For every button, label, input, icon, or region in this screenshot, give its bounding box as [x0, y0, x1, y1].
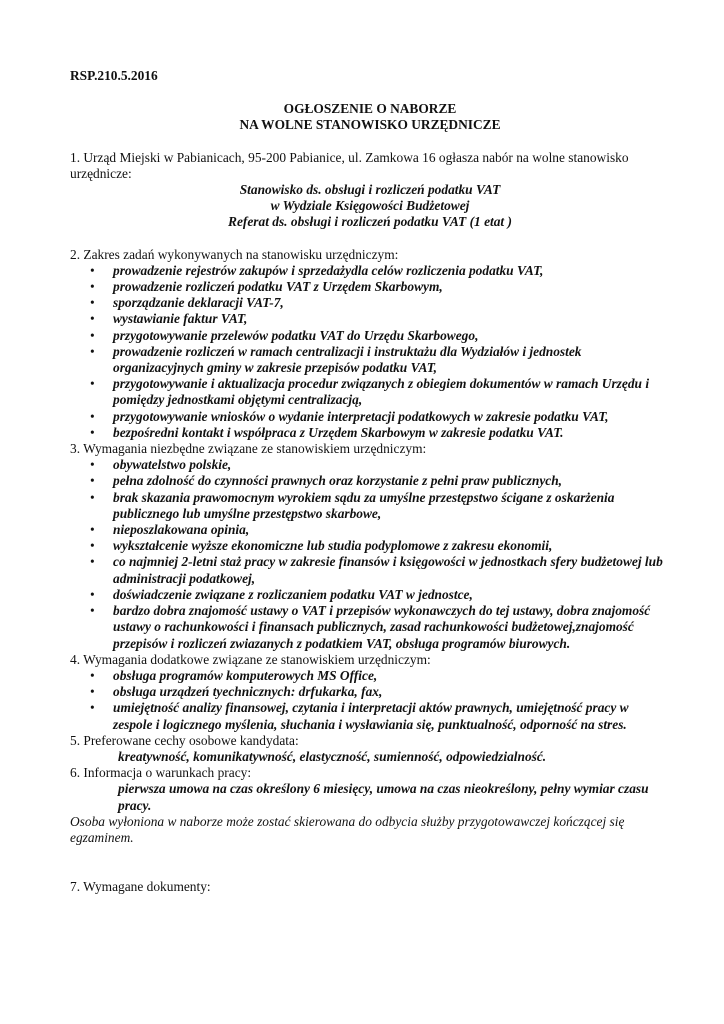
- section-6-heading: 6. Informacja o warunkach pracy:: [70, 765, 252, 781]
- list-item: • umiejętność analizy finansowej, czytania i interpretacji aktów prawnych, umiejętność pracy w zespole i logicznego myślenia, słuchania i wysławiania się, punktualność, odporność na stres.: [70, 700, 670, 732]
- list-item: • przygotowywanie przelewów podatku VAT do Urzędu Skarbowego,: [70, 328, 670, 344]
- section-1-text: 1. Urząd Miejski w Pabianicach, 95-200 Pabianice, ul. Zamkowa 16 ogłasza nabór na wolne stanowisko urzędnicze:: [70, 149, 629, 181]
- section-2-heading: 2. Zakres zadań wykonywanych na stanowisku urzędniczym:: [70, 246, 399, 262]
- list-item: • obywatelstwo polskie,: [70, 457, 670, 473]
- section-3-list: [70, 457, 670, 651]
- announcement-document: [70, 68, 670, 895]
- section-4-list: [70, 668, 670, 733]
- section-3-heading: 3. Wymagania niezbędne związane ze stanowiskiem urzędniczym:: [70, 441, 427, 457]
- section-6-text: pierwsza umowa na czas określony 6 miesięcy, umowa na czas nieokreślony, pełny wymiar czasu pracy.: [118, 781, 649, 813]
- list-item: • bardzo dobra znajomość ustawy o VAT i przepisów wykonawczych do tej ustawy, dobra znajomość ustawy o rachunkowości i finansach publicznych, zasad rachunkowości budżetowej,znajomość przepisów i rozliczeń zwiazanych z podatkiem VAT, obsługa programów biurowych.: [70, 603, 670, 652]
- section-5-text: kreatywność, komunikatywność, elastyczność, sumienność, odpowiedzialność.: [118, 748, 547, 764]
- title-line-1: OGŁOSZENIE O NABORZE: [283, 101, 457, 117]
- reference-number: RSP.210.5.2016: [70, 68, 158, 83]
- list-item: • nieposzlakowana opinia,: [70, 522, 670, 538]
- list-item: • doświadczenie związane z rozliczaniem podatku VAT w jednostce,: [70, 587, 670, 603]
- list-item: • prowadzenie rozliczeń podatku VAT z Urzędem Skarbowym,: [70, 279, 670, 295]
- list-item: • obsługa urządzeń tyechnicznych: drfukarka, fax,: [70, 684, 670, 700]
- list-item: • obsługa programów komputerowych MS Office,: [70, 668, 670, 684]
- list-item: • co najmniej 2-letni staż pracy w zakresie finansów i księgowości w jednostkach sfery budżetowej lub administracji podatkowej,: [70, 554, 670, 586]
- position-department: w Wydziale Księgowości Budżetowej: [270, 198, 470, 214]
- section-4-heading: 4. Wymagania dodatkowe związane ze stanowiskiem urzędniczym:: [70, 651, 431, 667]
- list-item: • przygotowywanie wniosków o wydanie interpretacji podatkowych w zakresie podatku VAT,: [70, 409, 670, 425]
- list-item: • bezpośredni kontakt i współpraca z Urzędem Skarbowym w zakresie podatku VAT.: [70, 425, 670, 441]
- list-item: • sporządzanie deklaracji VAT-7,: [70, 295, 670, 311]
- list-item: • wykształcenie wyższe ekonomiczne lub studia podyplomowe z zakresu ekonomii,: [70, 538, 670, 554]
- position-name: Stanowisko ds. obsługi i rozliczeń podatku VAT: [239, 182, 501, 198]
- list-item: • brak skazania prawomocnym wyrokiem sądu za umyślne przestępstwo ścigane z oskarżenia publicznego lub umyślne przestępstwo skarbowe,: [70, 490, 670, 522]
- section-5-heading: 5. Preferowane cechy osobowe kandydata:: [70, 732, 299, 748]
- section-7-heading: 7. Wymagane dokumenty:: [70, 879, 211, 895]
- list-item: • prowadzenie rozliczeń w ramach centralizacji i instruktażu dla Wydziałów i jednostek organizacyjnych gminy w zakresie przepisów podatku VAT,: [70, 344, 670, 376]
- list-item: • wystawianie faktur VAT,: [70, 311, 670, 327]
- list-item: • przygotowywanie i aktualizacja procedur związanych z obiegiem dokumentów w ramach Urzędu i pomiędzy jednostkami objętymi centralizacją,: [70, 376, 670, 408]
- section-2-list: [70, 263, 670, 441]
- list-item: • prowadzenie rejestrów zakupów i sprzedażydla celów rozliczenia podatku VAT,: [70, 263, 670, 279]
- list-item: • pełna zdolność do czynności prawnych oraz korzystanie z pełni praw publicznych,: [70, 473, 670, 489]
- note-text: Osoba wyłoniona w naborze może zostać skierowana do odbycia służby przygotowawczej kończącej się egzaminem.: [70, 813, 625, 845]
- title-line-2: NA WOLNE STANOWISKO URZĘDNICZE: [239, 117, 501, 133]
- position-unit: Referat ds. obsługi i rozliczeń podatku VAT (1 etat ): [228, 214, 512, 230]
